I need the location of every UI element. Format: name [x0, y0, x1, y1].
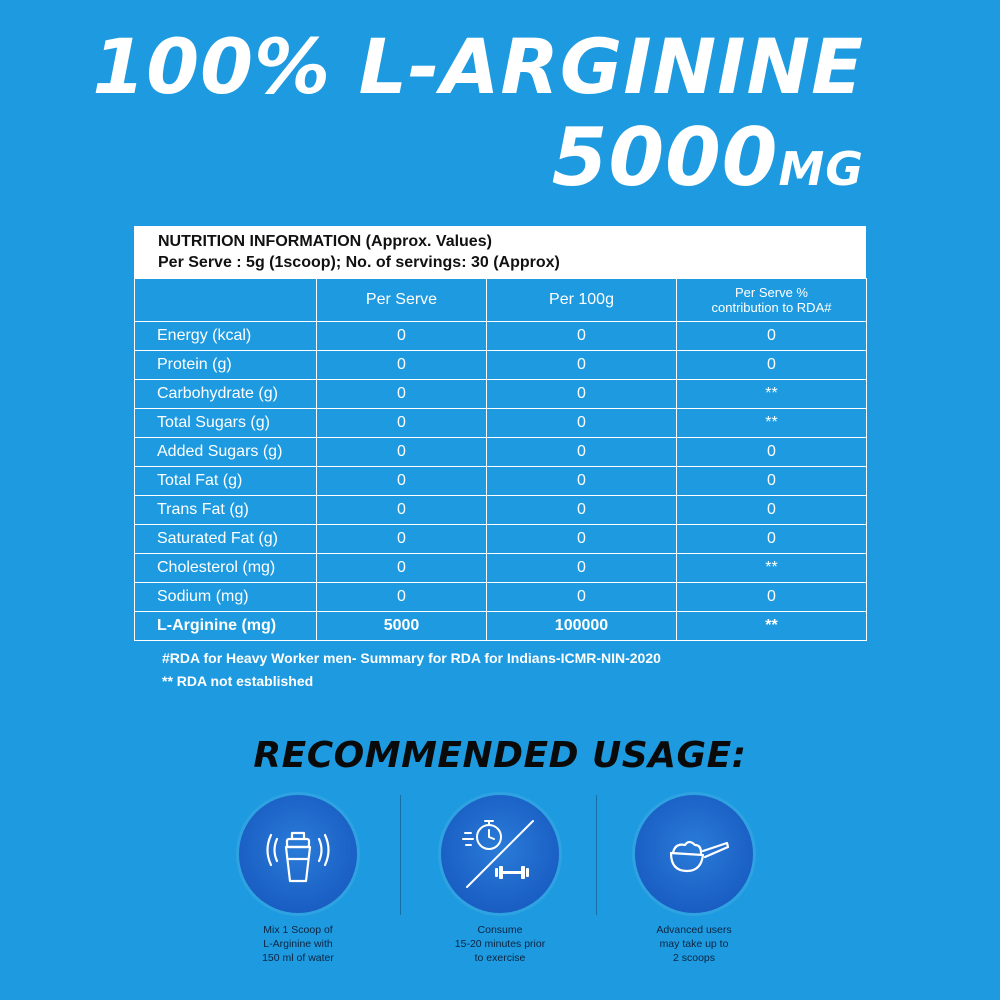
per-100g-value: 100000 [487, 612, 677, 641]
per-serve-value: 5000 [317, 612, 487, 641]
per-serve-value: 0 [317, 322, 487, 351]
dose-value: 5000 [551, 111, 779, 204]
table-row [135, 322, 867, 351]
divider [400, 795, 401, 915]
rda-value: ** [677, 612, 867, 641]
nutrient-name: Saturated Fat (g) [135, 525, 317, 554]
per-100g-value: 0 [487, 583, 677, 612]
step-caption: Advanced users may take up to 2 scoops [656, 924, 732, 964]
step-caption: Mix 1 Scoop of L-Arginine with 150 ml of water [262, 924, 334, 964]
per-100g-value: 0 [487, 554, 677, 583]
per-serve-value: 0 [317, 351, 487, 380]
rda-value: 0 [677, 438, 867, 467]
table-row [135, 496, 867, 525]
table-row [135, 351, 867, 380]
nutrient-name: L-Arginine (mg) [135, 612, 317, 641]
per-100g-value: 0 [487, 409, 677, 438]
header-per-100g: Per 100g [487, 279, 677, 322]
per-100g-value: 0 [487, 467, 677, 496]
rda-value: 0 [677, 583, 867, 612]
nutrition-title: NUTRITION INFORMATION (Approx. Values) [158, 233, 492, 250]
per-100g-value: 0 [487, 380, 677, 409]
header-rda: Per Serve % contribution to RDA# [677, 279, 867, 322]
rda-value: 0 [677, 525, 867, 554]
table-row [135, 438, 867, 467]
per-serve-value: 0 [317, 583, 487, 612]
nutrition-table [134, 278, 867, 641]
nutrient-name: Energy (kcal) [135, 322, 317, 351]
divider [596, 795, 597, 915]
per-100g-value: 0 [487, 525, 677, 554]
step-caption: Consume 15-20 minutes prior to exercise [454, 924, 546, 964]
per-serve-value: 0 [317, 380, 487, 409]
per-100g-value: 0 [487, 351, 677, 380]
usage-step-advanced [609, 795, 779, 965]
nutrient-name: Total Fat (g) [135, 467, 317, 496]
footnote-not-established: ** RDA not established [162, 673, 314, 689]
per-serve-value: 0 [317, 525, 487, 554]
nutrition-header [134, 226, 866, 278]
footnote-rda: #RDA for Heavy Worker men- Summary for RDA for Indians-ICMR-NIN-2020 [162, 650, 661, 666]
usage-step-timing [415, 795, 585, 965]
rda-value: ** [677, 409, 867, 438]
nutrient-name: Carbohydrate (g) [135, 380, 317, 409]
per-serve-value: 0 [317, 496, 487, 525]
dose-unit: MG [778, 142, 864, 196]
per-serve-value: 0 [317, 467, 487, 496]
nutrition-table-header [135, 279, 867, 322]
usage-title: RECOMMENDED USAGE: [253, 735, 747, 776]
per-100g-value: 0 [487, 496, 677, 525]
usage-step-mix [213, 795, 383, 965]
table-row [135, 380, 867, 409]
shaker-icon [239, 795, 357, 913]
per-serve-value: 0 [317, 438, 487, 467]
rda-value: 0 [677, 496, 867, 525]
header-per-serve: Per Serve [317, 279, 487, 322]
scoop-icon [635, 795, 753, 913]
per-serve-value: 0 [317, 554, 487, 583]
product-dose [552, 110, 864, 217]
rda-value: ** [677, 380, 867, 409]
per-serve-value: 0 [317, 409, 487, 438]
rda-value: 0 [677, 467, 867, 496]
nutrient-name: Sodium (mg) [135, 583, 317, 612]
table-row [135, 554, 867, 583]
table-row [135, 525, 867, 554]
per-100g-value: 0 [487, 438, 677, 467]
table-row [135, 612, 867, 641]
rda-value: ** [677, 554, 867, 583]
nutrient-name: Trans Fat (g) [135, 496, 317, 525]
rda-value: 0 [677, 322, 867, 351]
stopwatch-dumbbell-icon [441, 795, 559, 913]
header-blank [135, 279, 317, 322]
table-row [135, 583, 867, 612]
nutrient-name: Added Sugars (g) [135, 438, 317, 467]
table-row [135, 409, 867, 438]
product-title: 100% L-ARGININE [92, 22, 864, 111]
rda-value: 0 [677, 351, 867, 380]
nutrient-name: Protein (g) [135, 351, 317, 380]
nutrition-serving: Per Serve : 5g (1scoop); No. of servings: 30 (Approx) [158, 254, 560, 271]
nutrient-name: Total Sugars (g) [135, 409, 317, 438]
per-100g-value: 0 [487, 322, 677, 351]
table-row [135, 467, 867, 496]
nutrient-name: Cholesterol (mg) [135, 554, 317, 583]
